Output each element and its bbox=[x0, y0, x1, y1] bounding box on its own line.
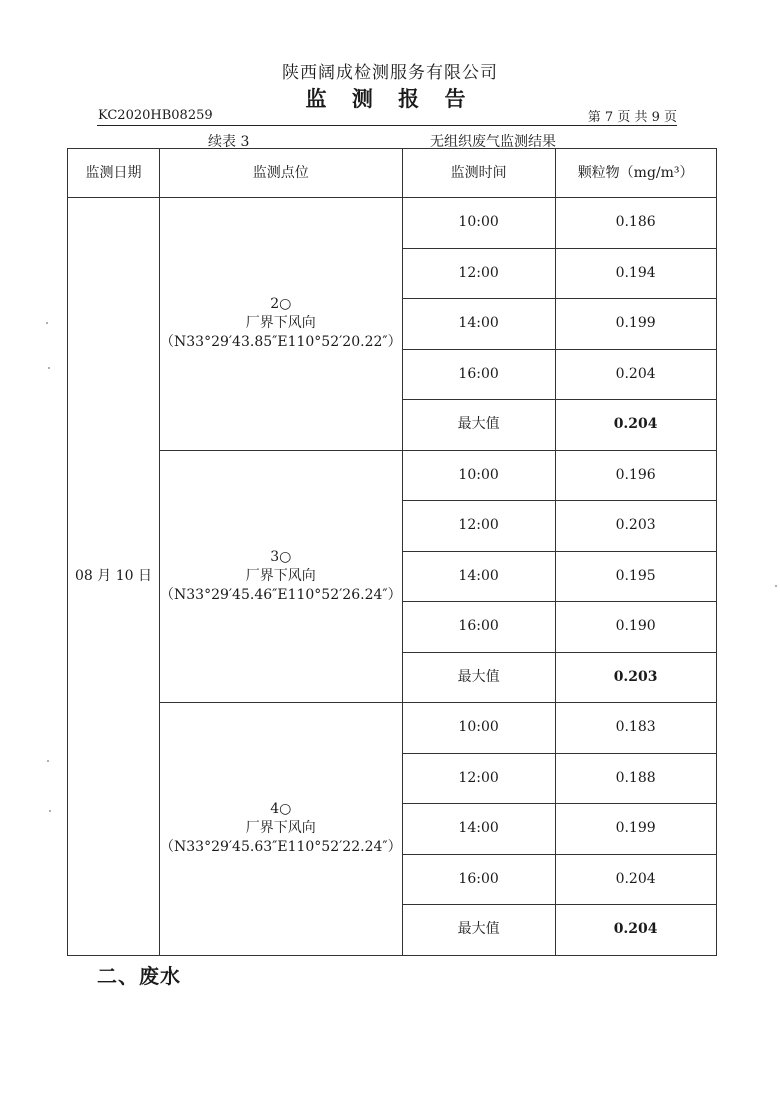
time-cell: 16:00 bbox=[402, 854, 555, 905]
max-value-cell: 0.203 bbox=[555, 652, 716, 703]
scan-speck bbox=[775, 585, 777, 587]
point-cell bbox=[160, 198, 403, 451]
max-label-cell: 最大值 bbox=[402, 652, 555, 703]
time-cell: 12:00 bbox=[402, 501, 555, 552]
max-label-cell: 最大值 bbox=[402, 400, 555, 451]
value-cell: 0.203 bbox=[555, 501, 716, 552]
section-heading: 二、废水 bbox=[97, 964, 181, 988]
value-cell: 0.196 bbox=[555, 450, 716, 501]
table-row bbox=[68, 703, 717, 754]
point-id: 4○ bbox=[270, 801, 292, 818]
time-cell: 10:00 bbox=[402, 198, 555, 249]
time-cell: 16:00 bbox=[402, 602, 555, 653]
value-cell: 0.199 bbox=[555, 804, 716, 855]
table-row bbox=[68, 450, 717, 501]
time-cell: 14:00 bbox=[402, 299, 555, 350]
point-id: 3○ bbox=[270, 548, 292, 565]
header-divider bbox=[97, 125, 677, 126]
time-cell: 14:00 bbox=[402, 804, 555, 855]
table-title: 无组织废气监测结果 bbox=[430, 134, 556, 150]
scan-speck bbox=[49, 810, 51, 812]
value-cell: 0.204 bbox=[555, 349, 716, 400]
time-cell: 12:00 bbox=[402, 753, 555, 804]
value-cell: 0.199 bbox=[555, 299, 716, 350]
point-id: 2○ bbox=[270, 296, 292, 313]
table-header-row bbox=[68, 149, 717, 198]
scan-speck bbox=[48, 367, 50, 369]
results-table bbox=[67, 148, 717, 956]
column-header: 监测点位 bbox=[160, 149, 403, 198]
scan-speck bbox=[47, 760, 49, 762]
date-cell: 08 月 10 日 bbox=[68, 198, 160, 956]
max-label-cell: 最大值 bbox=[402, 905, 555, 956]
point-name: 厂界下风向 bbox=[245, 567, 316, 584]
point-coords: （N33°29′45.46″E110°52′26.24″） bbox=[160, 586, 402, 603]
point-name: 厂界下风向 bbox=[245, 315, 316, 332]
point-cell bbox=[160, 450, 403, 703]
report-title: 监 测 报 告 bbox=[305, 86, 475, 111]
time-cell: 10:00 bbox=[402, 703, 555, 754]
page-indicator: 第 7 页 共 9 页 bbox=[587, 110, 677, 125]
company-name: 陕西阔成检测服务有限公司 bbox=[282, 63, 498, 83]
table-label: 续表 3 bbox=[208, 134, 250, 150]
time-cell: 10:00 bbox=[402, 450, 555, 501]
value-cell: 0.186 bbox=[555, 198, 716, 249]
value-cell: 0.183 bbox=[555, 703, 716, 754]
max-value-cell: 0.204 bbox=[555, 400, 716, 451]
value-cell: 0.194 bbox=[555, 248, 716, 299]
value-cell: 0.195 bbox=[555, 551, 716, 602]
table-row bbox=[68, 198, 717, 249]
value-cell: 0.190 bbox=[555, 602, 716, 653]
time-cell: 14:00 bbox=[402, 551, 555, 602]
point-coords: （N33°29′43.85″E110°52′20.22″） bbox=[160, 334, 402, 351]
point-cell bbox=[160, 703, 403, 956]
scan-speck bbox=[46, 322, 48, 324]
point-coords: （N33°29′45.63″E110°52′22.24″） bbox=[160, 839, 402, 856]
report-number: KC2020HB08259 bbox=[98, 108, 213, 123]
time-cell: 12:00 bbox=[402, 248, 555, 299]
value-cell: 0.204 bbox=[555, 854, 716, 905]
value-cell: 0.188 bbox=[555, 753, 716, 804]
column-header: 监测时间 bbox=[402, 149, 555, 198]
time-cell: 16:00 bbox=[402, 349, 555, 400]
column-header: 监测日期 bbox=[68, 149, 160, 198]
column-header: 颗粒物（mg/m³） bbox=[555, 149, 716, 198]
max-value-cell: 0.204 bbox=[555, 905, 716, 956]
point-name: 厂界下风向 bbox=[245, 820, 316, 837]
